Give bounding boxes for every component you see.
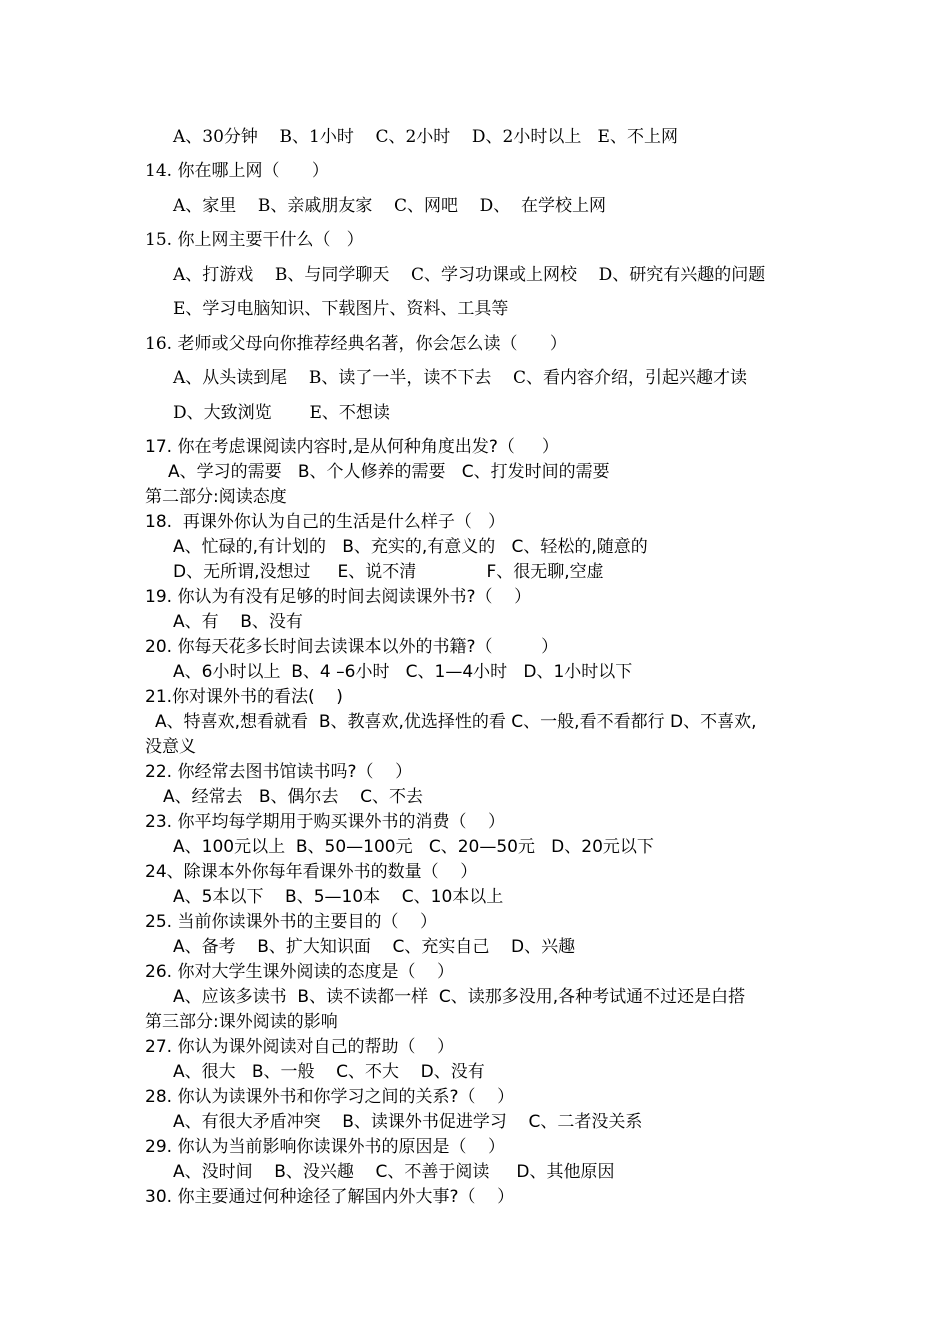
q16-question: 16. 老师或父母向你推荐经典名著，你会怎么读（ ） <box>145 334 567 354</box>
q15-options-1: A、打游戏 B、与同学聊天 C、学习功课或上网校 D、研究有兴趣的问题 <box>173 265 766 285</box>
q26-options: A、应该多读书 B、读不读都一样 C、读那多没用,各种考试通不过还是白搭 <box>173 987 746 1007</box>
q19-question: 19. 你认为有没有足够的时间去阅读课外书?（ ） <box>145 587 532 607</box>
q19-options: A、有 B、没有 <box>173 612 303 632</box>
q18-options-1: A、忙碌的,有计划的 B、充实的,有意义的 C、轻松的,随意的 <box>173 537 648 557</box>
q14-question: 14. 你在哪上网（ ） <box>145 161 329 181</box>
q27-question: 27. 你认为课外阅读对自己的帮助（ ） <box>145 1037 455 1057</box>
q14-options: A、家里 B、亲戚朋友家 C、网吧 D、 在学校上网 <box>173 196 607 216</box>
q15-options-2: E、学习电脑知识、下载图片、资料、工具等 <box>173 299 509 319</box>
section-3-heading: 第三部分:课外阅读的影响 <box>145 1012 338 1032</box>
q30-question: 30. 你主要通过何种途径了解国内外大事?（ ） <box>145 1187 515 1207</box>
q26-question: 26. 你对大学生课外阅读的态度是（ ） <box>145 962 455 982</box>
q16-options-1: A、从头读到尾 B、读了一半，读不下去 C、看内容介绍，引起兴趣才读 <box>173 368 748 388</box>
q20-question: 20. 你每天花多长时间去读课本以外的书籍?（ ） <box>145 637 559 657</box>
q22-question: 22. 你经常去图书馆读书吗?（ ） <box>145 762 413 782</box>
q25-options: A、备考 B、扩大知识面 C、充实自己 D、兴趣 <box>173 937 576 957</box>
q29-question: 29. 你认为当前影响你读课外书的原因是（ ） <box>145 1137 506 1157</box>
q17-options: A、学习的需要 B、个人修养的需要 C、打发时间的需要 <box>168 462 610 482</box>
q21-question: 21.你对课外书的看法( ) <box>145 687 343 707</box>
q23-question: 23. 你平均每学期用于购买课外书的消费（ ） <box>145 812 506 832</box>
q13-options: A、30分钟 B、1小时 C、2小时 D、2小时以上 E、不上网 <box>173 127 678 147</box>
q17-question: 17. 你在考虑课阅读内容时,是从何种角度出发?（ ） <box>145 437 559 457</box>
q20-options: A、6小时以上 B、4 –6小时 C、1—4小时 D、1小时以下 <box>173 662 633 682</box>
q18-question: 18. 再课外你认为自己的生活是什么样子（ ） <box>145 512 506 532</box>
q28-question: 28. 你认为读课外书和你学习之间的关系?（ ） <box>145 1087 515 1107</box>
q28-options: A、有很大矛盾冲突 B、读课外书促进学习 C、二者没关系 <box>173 1112 643 1132</box>
q22-options: A、经常去 B、偶尔去 C、不去 <box>163 787 423 807</box>
section-2-heading: 第二部分:阅读态度 <box>145 487 287 507</box>
q25-question: 25. 当前你读课外书的主要目的（ ） <box>145 912 438 932</box>
q27-options: A、很大 B、一般 C、不大 D、没有 <box>173 1062 485 1082</box>
q15-question: 15. 你上网主要干什么（ ） <box>145 230 364 250</box>
q21-options-2: 没意义 <box>145 737 196 757</box>
q18-options-2: D、无所谓,没想过 E、说不清 F、很无聊,空虚 <box>173 562 604 582</box>
q16-options-2: D、大致浏览 E、不想读 <box>173 403 390 423</box>
q24-options: A、5本以下 B、5—10本 C、10本以上 <box>173 887 504 907</box>
q21-options-1: A、特喜欢,想看就看 B、教喜欢,优选择性的看 C、一般,看不看都行 D、不喜欢, <box>155 712 757 732</box>
q24-question: 24、除课本外你每年看课外书的数量（ ） <box>145 862 478 882</box>
q29-options: A、没时间 B、没兴趣 C、不善于阅读 D、其他原因 <box>173 1162 615 1182</box>
q23-options: A、100元以上 B、50—100元 C、20—50元 D、20元以下 <box>173 837 654 857</box>
